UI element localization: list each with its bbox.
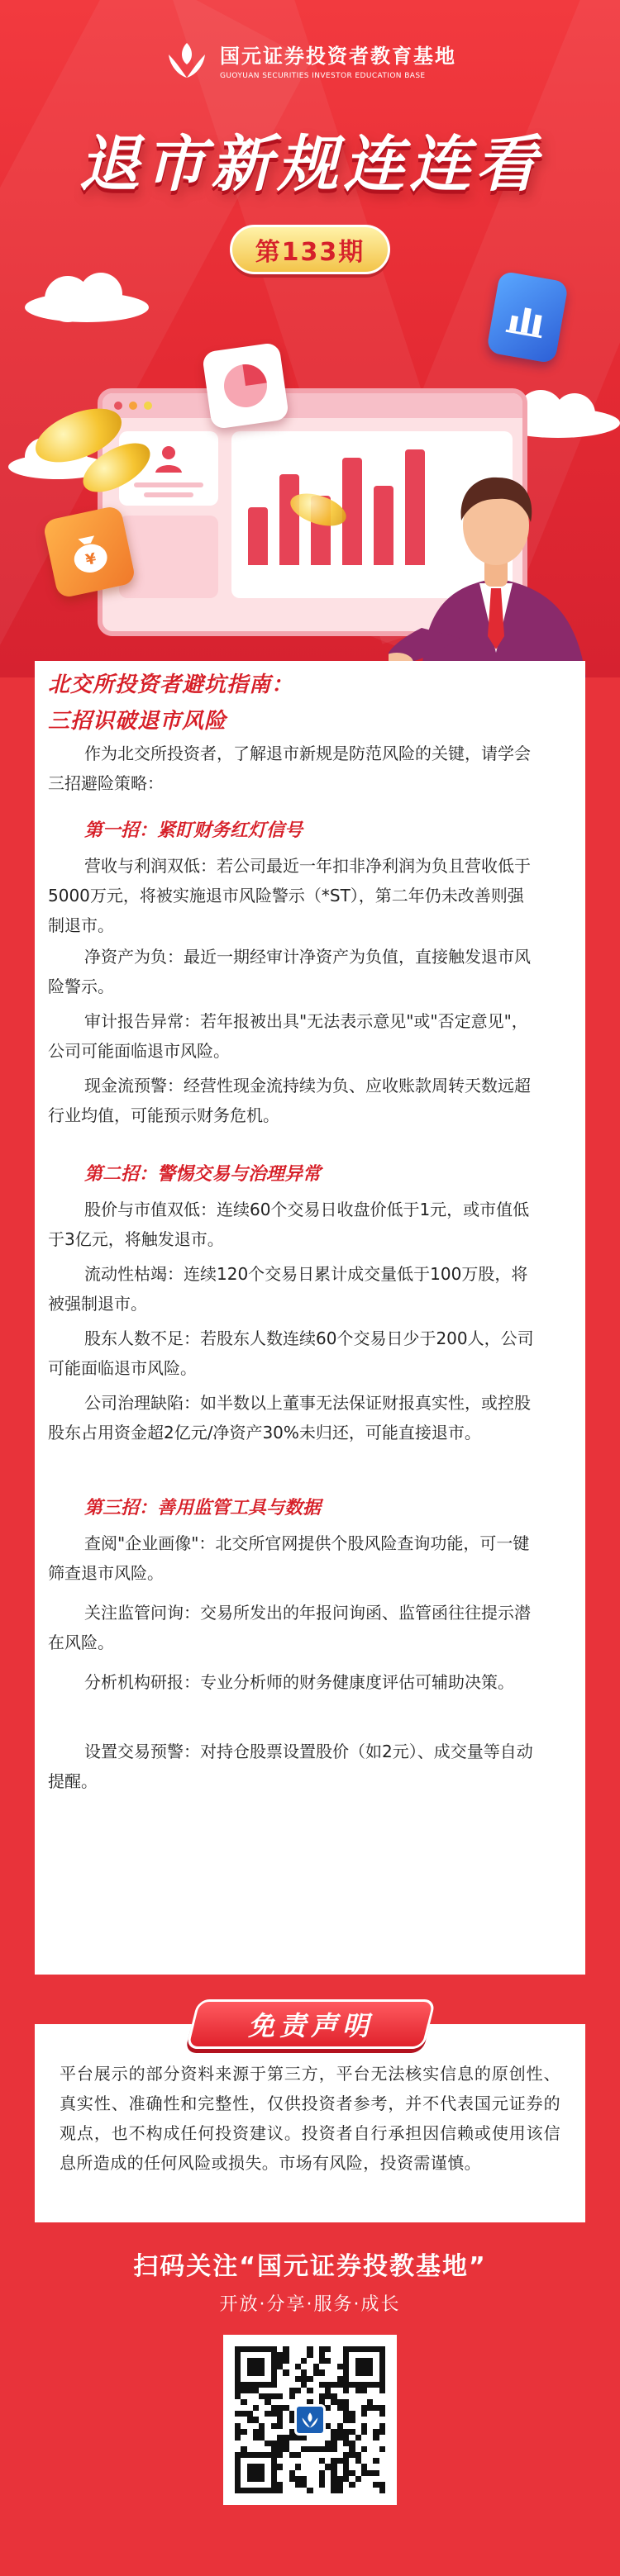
article-heading-line1: 北交所投资者避坑指南：	[48, 673, 294, 697]
move2-title: 第二招：警惕交易与治理异常	[84, 1164, 322, 1185]
page-title: 退市新规连连看	[79, 129, 541, 200]
screen-dot	[114, 402, 122, 410]
pie-chart-card	[202, 342, 289, 430]
money-bag-icon	[62, 525, 117, 579]
cloud	[25, 273, 149, 322]
hero-background	[0, 0, 620, 677]
brand-name: 国元证券投资者教育基地	[220, 44, 456, 68]
move1-title: 第一招：紧盯财务红灯信号	[84, 820, 303, 841]
info-panel	[119, 516, 218, 598]
screen-dot	[129, 402, 137, 410]
guoyuan-logo-icon	[294, 2404, 326, 2436]
screen-header	[103, 393, 522, 418]
move3-item: 分析机构研报：专业分析师的财务健康度评估可辅助决策。	[84, 1672, 514, 1692]
svg-text:¥: ¥	[83, 549, 98, 569]
move3-item: 关注监管问询：交易所发出的年报问询函、监管函往往提示潜在风险。	[48, 1603, 531, 1652]
move3-title: 第三招：善用监管工具与数据	[84, 1498, 322, 1519]
qr-code[interactable]	[223, 2335, 397, 2505]
bar-chart-card	[486, 270, 569, 364]
brand-name-english: GUOYUAN SECURITIES INVESTOR EDUCATION BASE	[220, 71, 426, 80]
move2-item: 公司治理缺陷：如半数以上董事无法保证财报真实性，或控股股东占用资金超2亿元/净资产30%未归还，可能直接退市。	[48, 1393, 531, 1442]
screen-dot	[144, 402, 152, 410]
bar-chart-icon	[503, 293, 551, 341]
move2-item: 股价与市值双低：连续60个交易日收盘价低于1元，或市值低于3亿元，将触发退市。	[48, 1200, 530, 1249]
move3-item: 查阅"企业画像"：北交所官网提供个股风险查询功能，可一键筛查退市风险。	[48, 1533, 530, 1583]
pie-chart-icon	[217, 358, 274, 414]
move2-item: 流动性枯竭：连续120个交易日累计成交量低于100万股，将被强制退市。	[48, 1264, 528, 1314]
move3-item: 设置交易预警：对持仓股票设置股价（如2元）、成交量等自动提醒。	[48, 1742, 533, 1791]
businessman-illustration	[389, 446, 603, 677]
move1-item: 现金流预警：经营性现金流持续为负、应收账款周转天数远超行业均值，可能预示财务危机。	[48, 1076, 531, 1125]
money-bag-card	[42, 505, 136, 599]
article-intro: 作为北交所投资者，了解退市新规是防范风险的关键，请学会三招避险策略：	[48, 744, 531, 793]
guoyuan-logo-icon	[164, 36, 210, 83]
follow-prompt: 扫码关注“国元证券投教基地”	[133, 2252, 487, 2281]
chart-bar	[248, 507, 268, 565]
issue-badge: 第133期	[230, 225, 390, 274]
disclaimer-text: 平台展示的部分资料来源于第三方，平台无法核实信息的原创性、真实性、准确性和完整性，仅供投资者参考，并不代表国元证券的观点，也不构成任何投资建议。投资者自行承担因信赖或使用该信息所造成的任何风险或损失。市场有风险，投资需谨慎。	[60, 2064, 560, 2173]
chart-bar	[279, 474, 299, 565]
move2-item: 股东人数不足：若股东人数连续60个交易日少于200人，公司可能面临退市风险。	[48, 1328, 534, 1378]
user-icon	[152, 441, 185, 474]
disclaimer-title: 免责声明	[247, 2010, 374, 2041]
brand-header	[0, 33, 620, 86]
move1-item: 审计报告异常：若年报被出具"无法表示意见"或"否定意见"，公司可能面临退市风险。	[48, 1011, 528, 1061]
disclaimer-card	[35, 2024, 585, 2222]
move1-item: 净资产为负：最近一期经审计净资产为负值，直接触发退市风险警示。	[48, 947, 531, 996]
article-heading-line2: 三招识破退市风险	[48, 709, 227, 734]
slogan: 开放·分享·服务·成长	[219, 2294, 401, 2315]
move1-item: 营收与利润双低：若公司最近一年扣非净利润为负且营收低于5000万元，将被实施退市风险警示（*ST），第二年仍未改善则强制退市。	[48, 856, 531, 935]
